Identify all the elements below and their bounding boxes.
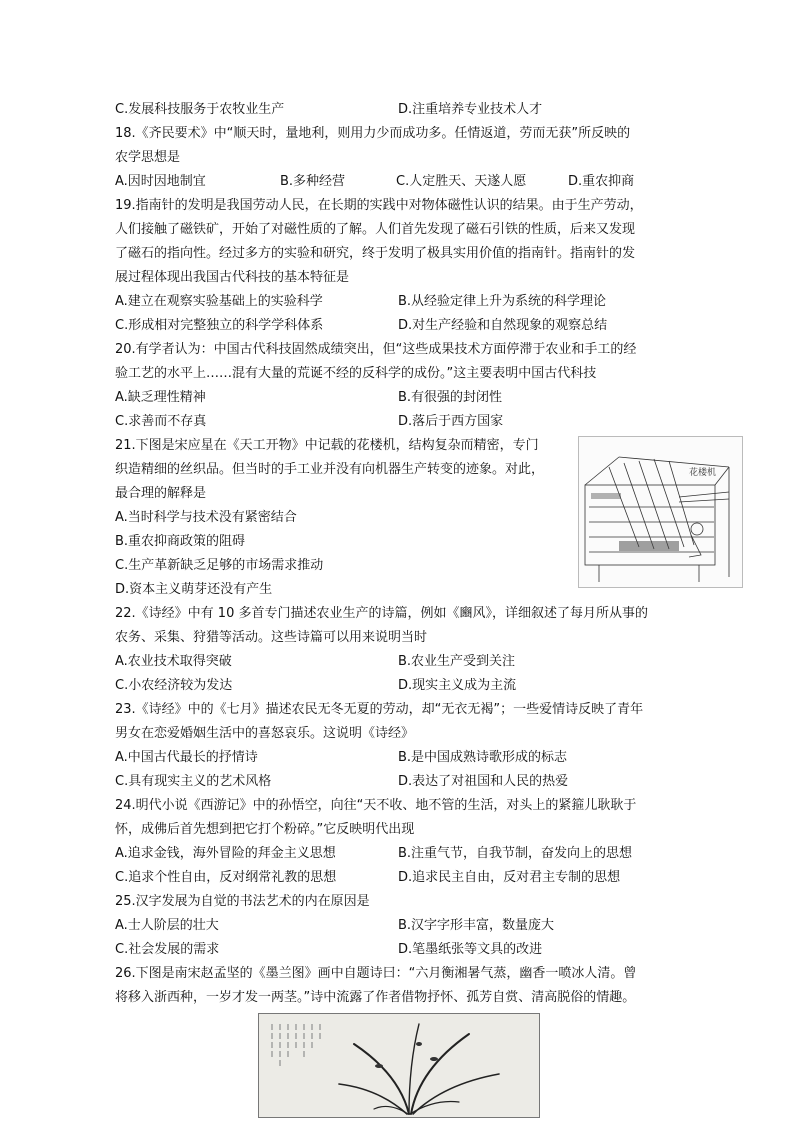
q25-option-d: D.笔墨纸张等文具的改进 xyxy=(398,942,543,957)
q23-option-c: C.具有现实主义的艺术风格 xyxy=(115,774,272,789)
q25-stem-line1: 25.汉字发展为自觉的书法艺术的内在原因是 xyxy=(115,894,370,909)
q18-option-b: B.多种经营 xyxy=(280,174,346,189)
q22-option-a: A.农业技术取得突破 xyxy=(115,654,232,669)
q25-option-a: A.士人阶层的壮大 xyxy=(115,918,219,933)
q22-stem-line1: 22.《诗经》中有 10 多首专门描述农业生产的诗篇，例如《豳风》，详细叙述了每月所从事的 xyxy=(115,606,648,621)
orchid-leaves xyxy=(339,1024,499,1114)
q19-stem-line1: 19.指南针的发明是我国劳动人民，在长期的实践中对物体磁性认识的结果。由于生产劳动， xyxy=(115,198,643,213)
q18-option-c: C.人定胜天、天遂人愿 xyxy=(396,174,527,189)
ink-orchid-painting xyxy=(258,1013,540,1118)
q26-stem-line1: 26.下图是南宋赵孟坚的《墨兰图》画中自题诗曰：“六月衡湘暑气蒸，幽香一喷冰人清。曾 xyxy=(115,966,637,981)
q18-stem-line2: 农学思想是 xyxy=(115,150,181,165)
q19-stem-line4: 展过程体现出我国古代科技的基本特征是 xyxy=(115,270,350,285)
q19-stem-line2: 人们接触了磁铁矿，开始了对磁性质的了解。人们首先发现了磁石引铁的性质，后来又发现 xyxy=(115,222,636,237)
q20-option-c: C.求善而不存真 xyxy=(115,414,207,429)
loom-illustration xyxy=(578,436,743,588)
q23-stem-line2: 男女在恋爱婚姻生活中的喜怒哀乐。这说明《诗经》 xyxy=(115,726,415,741)
q22-stem-line2: 农务、采集、狩猎等活动。这些诗篇可以用来说明当时 xyxy=(115,630,428,645)
q17-option-d: D.注重培养专业技术人才 xyxy=(398,102,543,117)
q23-option-d: D.表达了对祖国和人民的热爱 xyxy=(398,774,569,789)
q18-option-d: D.重农抑商 xyxy=(568,174,635,189)
inscription-marks xyxy=(271,1024,321,1066)
orchid-drawing xyxy=(259,1014,539,1117)
q21-stem-line1: 21.下图是宋应星在《天工开物》中记载的花楼机，结构复杂而精密，专门 xyxy=(115,438,539,453)
q25-option-c: C.社会发展的需求 xyxy=(115,942,220,957)
q19-option-b: B.从经验定律上升为系统的科学理论 xyxy=(398,294,607,309)
orchid-flowers xyxy=(375,1042,438,1068)
loom-caption: 花楼机 xyxy=(689,468,717,478)
q21-option-b: B.重农抑商政策的阻碍 xyxy=(115,534,246,549)
q23-stem-line1: 23.《诗经》中的《七月》描述农民无冬无夏的劳动，却“无衣无褐”；一些爱情诗反映了青年 xyxy=(115,702,644,717)
q21-stem-line3: 最合理的解释是 xyxy=(115,486,207,501)
q20-option-b: B.有很强的封闭性 xyxy=(398,390,503,405)
q22-option-b: B.农业生产受到关注 xyxy=(398,654,516,669)
q20-option-a: A.缺乏理性精神 xyxy=(115,390,206,405)
q17-option-c: C.发展科技服务于农牧业生产 xyxy=(115,102,285,117)
q23-option-a: A.中国古代最长的抒情诗 xyxy=(115,750,258,765)
q19-option-c: C.形成相对完整独立的科学学科体系 xyxy=(115,318,324,333)
q19-option-d: D.对生产经验和自然现象的观察总结 xyxy=(398,318,608,333)
q23-option-b: B.是中国成熟诗歌形成的标志 xyxy=(398,750,568,765)
q20-stem-line1: 20.有学者认为：中国古代科技固然成绩突出，但“这些成果技术方面停滞于农业和手工的经 xyxy=(115,342,637,357)
q26-stem-line2: 将移入浙西种，一岁才发一两茎。”诗中流露了作者借物抒怀、孤芳自赏、清高脱俗的情趣。 xyxy=(115,990,636,1005)
q21-option-d: D.资本主义萌芽还没有产生 xyxy=(115,582,273,597)
q18-option-a: A.因时因地制宜 xyxy=(115,174,206,189)
q24-option-a: A.追求金钱，海外冒险的拜金主义思想 xyxy=(115,846,336,861)
q24-option-d: D.追求民主自由，反对君主专制的思想 xyxy=(398,870,621,885)
q22-option-d: D.现实主义成为主流 xyxy=(398,678,517,693)
loom-drawing xyxy=(579,437,742,587)
q21-option-a: A.当时科学与技术没有紧密结合 xyxy=(115,510,297,525)
q19-option-a: A.建立在观察实验基础上的实验科学 xyxy=(115,294,323,309)
q24-stem-line2: 怀，成佛后首先想到把它打个粉碎。”它反映明代出现 xyxy=(115,822,415,837)
q24-option-c: C.追求个性自由，反对纲常礼教的思想 xyxy=(115,870,337,885)
q24-stem-line1: 24.明代小说《西游记》中的孙悟空，向往“天不收、地不管的生活，对头上的紧箍儿耿耿于 xyxy=(115,798,637,813)
q20-stem-line2: 验工艺的水平上……混有大量的荒诞不经的反科学的成份。”这主要表明中国古代科技 xyxy=(115,366,597,381)
q18-stem-line1: 18.《齐民要术》中“顺天时，量地利，则用力少而成功多。任情返道，劳而无获”所反映的 xyxy=(115,126,631,141)
q19-stem-line3: 了磁石的指向性。经过多方的实验和研究，终于发明了极具实用价值的指南针。指南针的发 xyxy=(115,246,636,261)
q25-option-b: B.汉字字形丰富，数量庞大 xyxy=(398,918,555,933)
q20-option-d: D.落后于西方国家 xyxy=(398,414,504,429)
q21-option-c: C.生产革新缺乏足够的市场需求推动 xyxy=(115,558,324,573)
q24-option-b: B.注重气节，自我节制，奋发向上的思想 xyxy=(398,846,633,861)
q21-stem-line2: 织造精细的丝织品。但当时的手工业并没有向机器生产转变的迹象。对此， xyxy=(115,462,545,477)
q22-option-c: C.小农经济较为发达 xyxy=(115,678,233,693)
